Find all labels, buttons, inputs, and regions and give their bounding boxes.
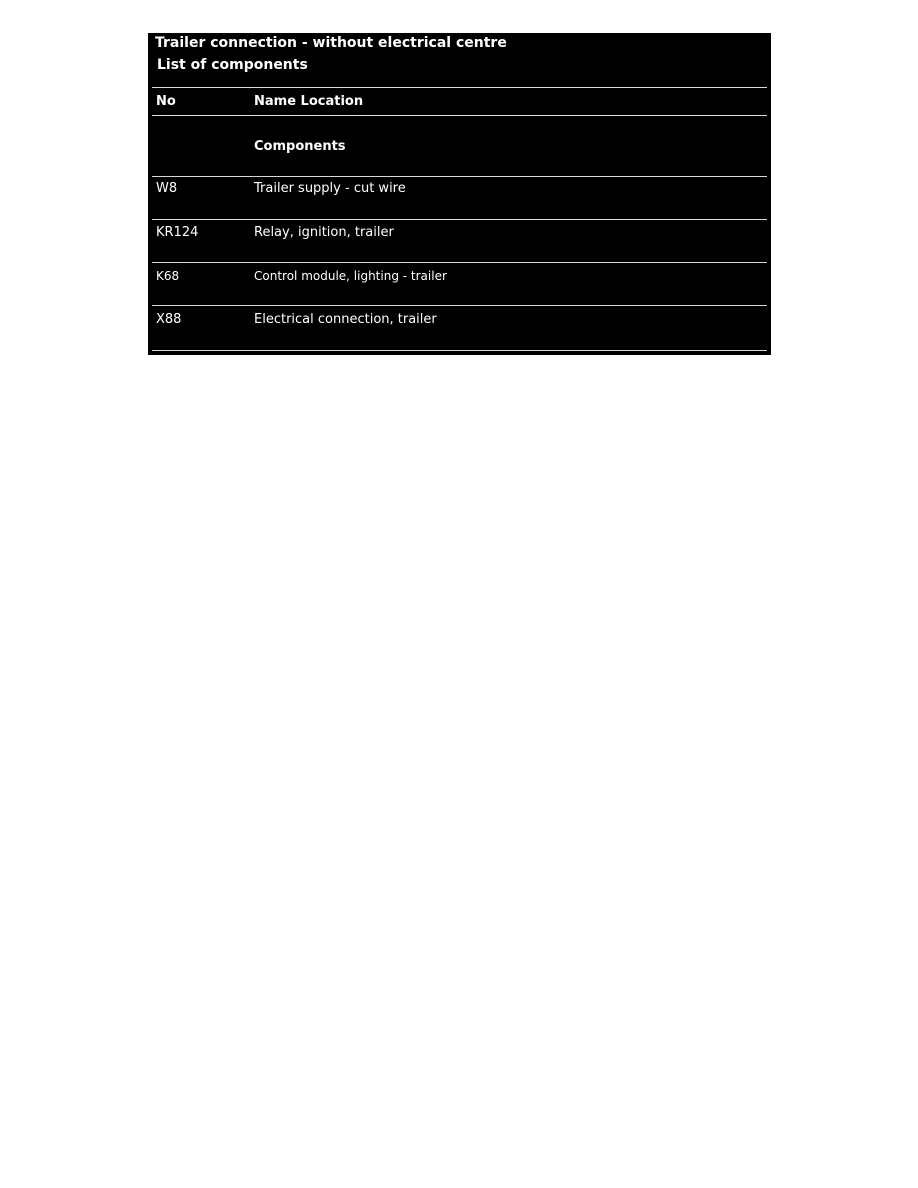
table-row-name: Relay, ignition, trailer — [254, 225, 394, 240]
column-header-no: No — [156, 94, 176, 109]
column-header-name-location: Name Location — [254, 94, 364, 109]
row-divider — [152, 305, 767, 306]
table-row-name: Trailer supply - cut wire — [254, 181, 406, 196]
row-divider — [152, 219, 767, 220]
table-row-no: X88 — [156, 312, 182, 327]
header-bottom-rule — [152, 115, 767, 116]
table-row-name: Control module, lighting - trailer — [254, 269, 447, 283]
table-top-rule — [152, 87, 767, 88]
table-row-no: W8 — [156, 181, 178, 196]
table-row-no: K68 — [156, 269, 180, 283]
page-subtitle: List of components — [157, 57, 308, 73]
table-row-name: Electrical connection, trailer — [254, 312, 437, 327]
row-divider — [152, 262, 767, 263]
table-row-no: KR124 — [156, 225, 199, 240]
section-bottom-rule — [152, 176, 767, 177]
page-title: Trailer connection - without electrical centre — [155, 35, 507, 51]
table-bottom-rule — [152, 350, 767, 351]
component-list-panel — [148, 33, 771, 355]
section-label-components: Components — [254, 139, 346, 154]
